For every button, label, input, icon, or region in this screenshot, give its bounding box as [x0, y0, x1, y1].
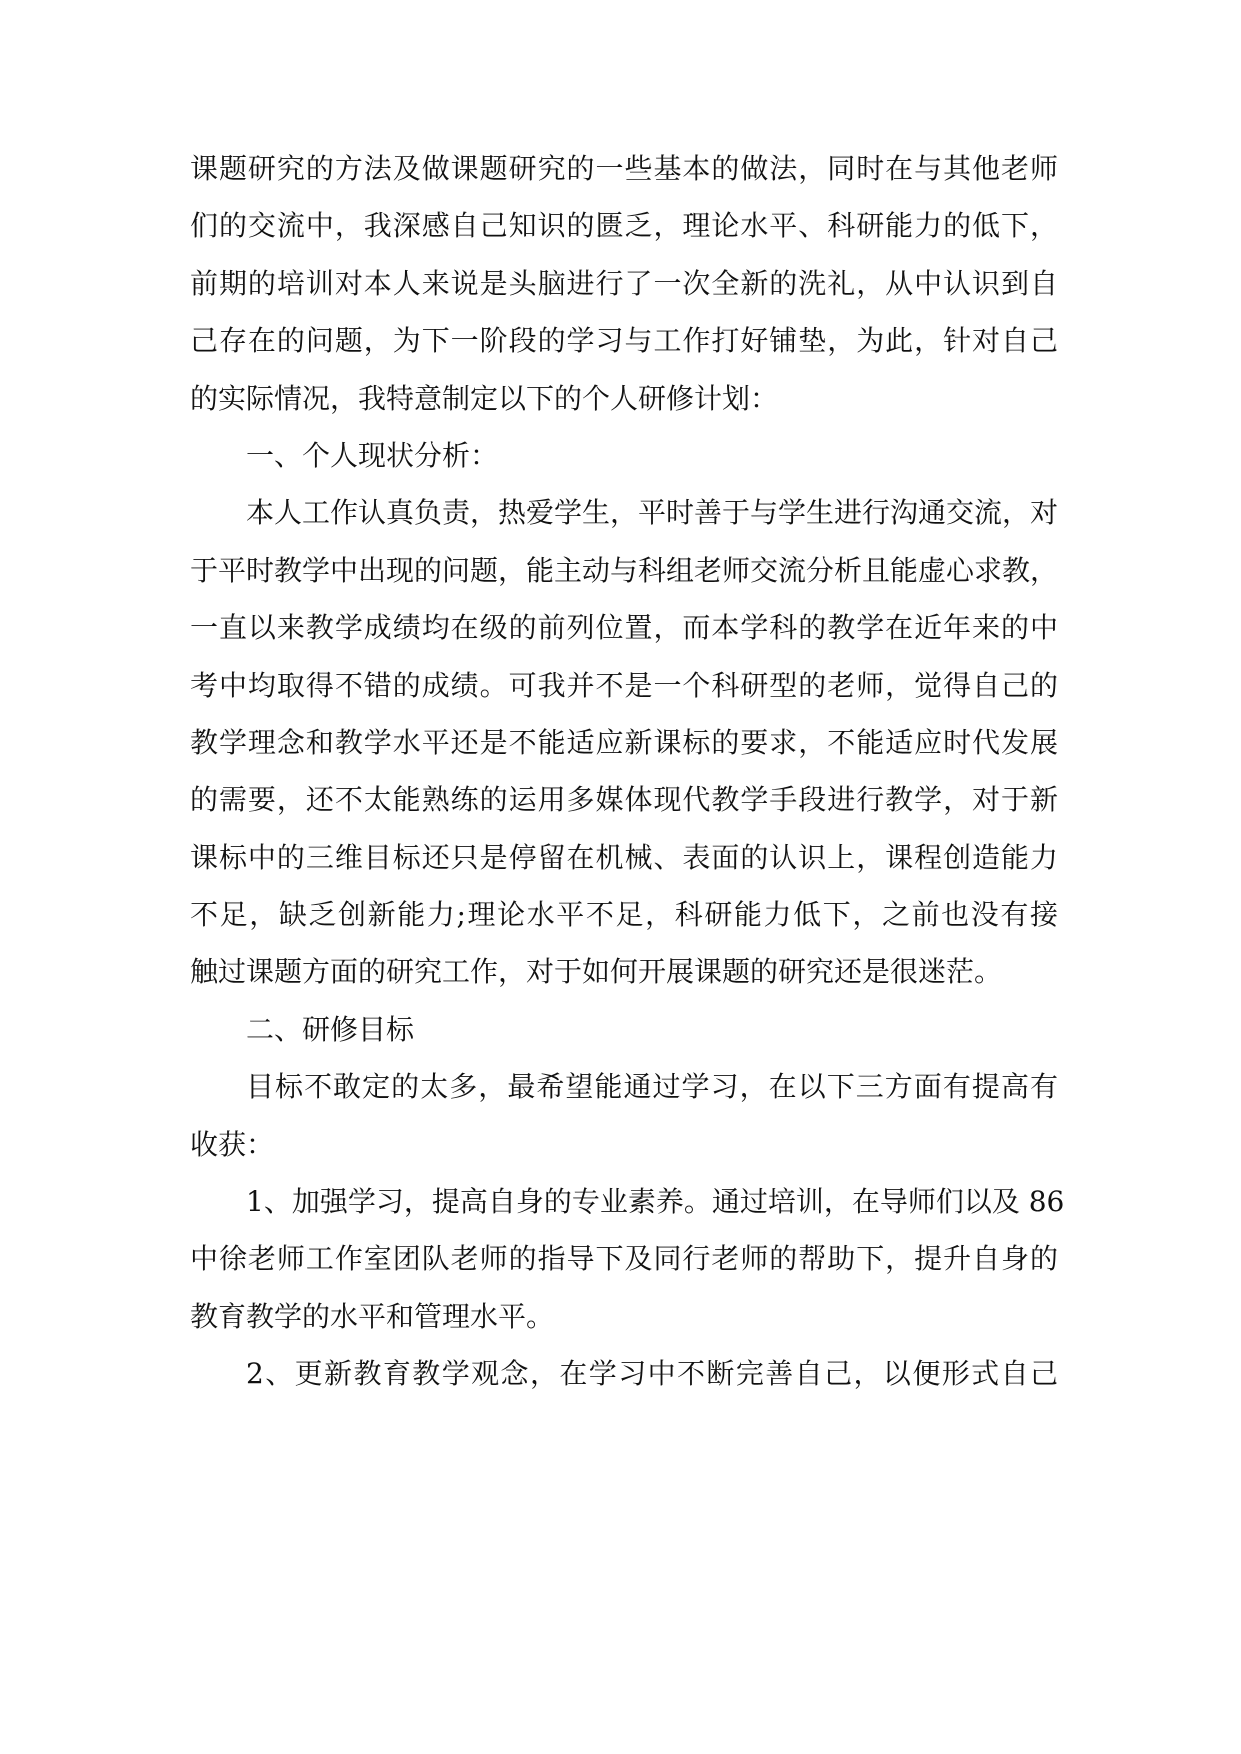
text-line: 目标不敢定的太多，最希望能通过学习，在以下三方面有提高有	[246, 1070, 1058, 1104]
text-line: 触过课题方面的研究工作，对于如何开展课题的研究还是很迷茫。	[190, 955, 1003, 989]
list-item-1: 1、加强学习，提高自身的专业素养。通过培训，在导师们以及 86	[246, 1185, 1065, 1219]
text-line: 前期的培训对本人来说是头脑进行了一次全新的洗礼，从中认识到自	[190, 266, 1058, 300]
text-line: 的需要，还不太能熟练的运用多媒体现代教学手段进行教学，对于新	[190, 783, 1058, 817]
text-line: 们的交流中，我深感自己知识的匮乏，理论水平、科研能力的低下，	[190, 209, 1058, 243]
text-line: 的实际情况，我特意制定以下的个人研修计划：	[190, 381, 779, 415]
text-line: 考中均取得不错的成绩。可我并不是一个科研型的老师，觉得自己的	[190, 668, 1058, 702]
section-heading-1: 一、个人现状分析：	[246, 438, 499, 472]
list-item-2: 2、更新教育教学观念，在学习中不断完善自己，以便形式自己	[246, 1357, 1058, 1391]
text-line: 一直以来教学成绩均在级的前列位置，而本学科的教学在近年来的中	[190, 611, 1058, 645]
text-line: 己存在的问题，为下一阶段的学习与工作打好铺垫，为此，针对自己	[190, 324, 1058, 358]
document-body	[190, 140, 1065, 1403]
text-line: 于平时教学中出现的问题，能主动与科组老师交流分析且能虚心求教，	[190, 553, 1059, 587]
text-line: 不足，缺乏创新能力;理论水平不足，科研能力低下，之前也没有接	[190, 898, 1058, 932]
text-line: 教育教学的水平和管理水平。	[190, 1299, 555, 1333]
text-line: 课题研究的方法及做课题研究的一些基本的做法，同时在与其他老师	[190, 152, 1058, 185]
text-line: 教学理念和教学水平还是不能适应新课标的要求，不能适应时代发展	[190, 725, 1058, 759]
section-heading-2: 二、研修目标	[246, 1012, 415, 1046]
text-line: 中徐老师工作室团队老师的指导下及同行老师的帮助下，提升自身的	[190, 1242, 1058, 1276]
text-line: 收获：	[190, 1127, 275, 1161]
text-line: 本人工作认真负责，热爱学生，平时善于与学生进行沟通交流，对	[246, 496, 1059, 530]
text-line: 课标中的三维目标还只是停留在机械、表面的认识上，课程创造能力	[190, 840, 1058, 874]
